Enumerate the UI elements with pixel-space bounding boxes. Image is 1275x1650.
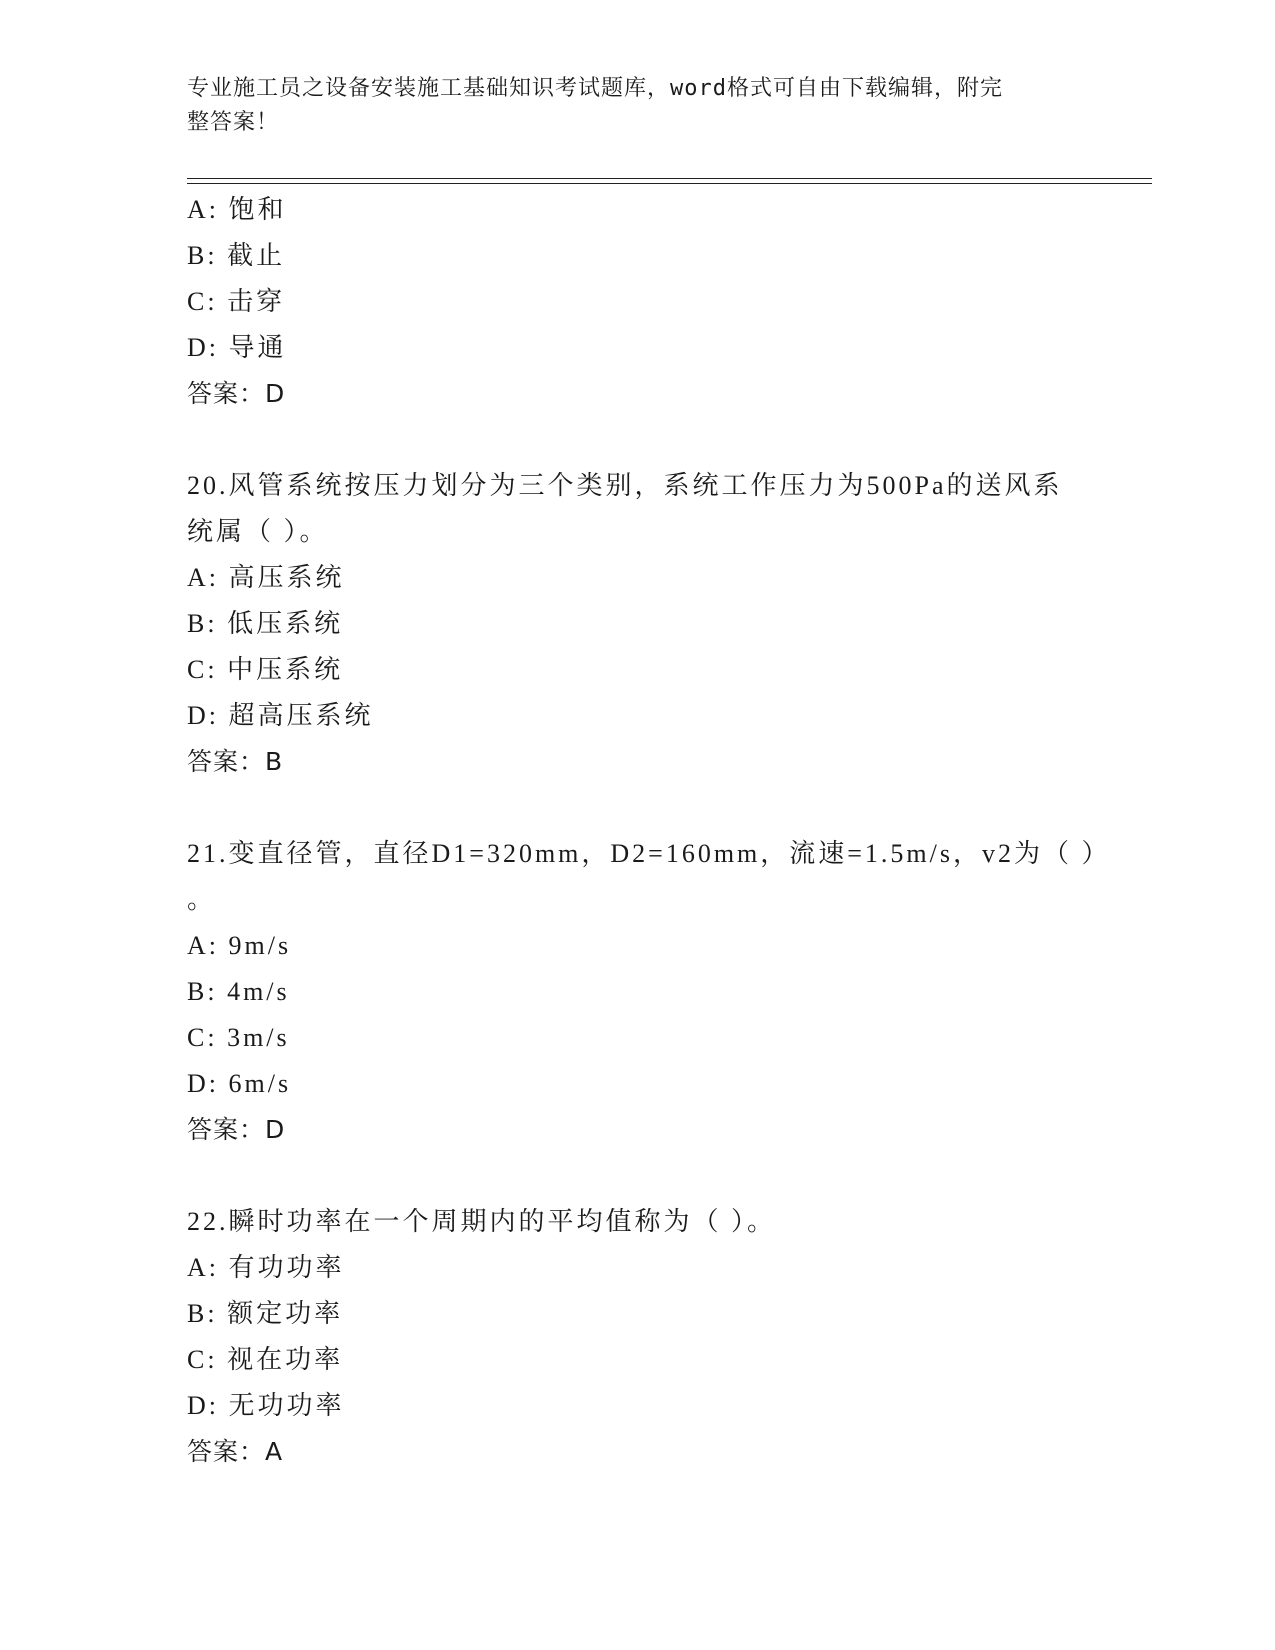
option-label: D:	[187, 1391, 219, 1420]
question-spacer	[187, 417, 1087, 463]
option-d	[187, 325, 1087, 371]
question-spacer	[187, 1153, 1087, 1199]
option-a	[187, 187, 1087, 233]
option-b	[187, 601, 1087, 647]
option-label: C:	[187, 287, 218, 316]
answer-line: 答案：D	[187, 1115, 286, 1144]
question-block	[187, 831, 1111, 1153]
option-label: B:	[187, 609, 218, 638]
option-text: 击穿	[227, 287, 286, 316]
option-text: 低压系统	[227, 609, 344, 638]
option-label: A:	[187, 563, 219, 592]
answer-line: 答案：B	[187, 747, 284, 776]
option-c	[187, 647, 1087, 693]
option-label: D:	[187, 1069, 219, 1098]
option-text: 额定功率	[227, 1299, 344, 1328]
answer-line: 答案：D	[187, 379, 286, 408]
option-text: 饱和	[228, 195, 287, 224]
option-d	[187, 693, 1087, 739]
option-label: B:	[187, 977, 218, 1006]
option-a	[187, 923, 1087, 969]
option-d	[187, 1383, 1087, 1429]
option-text: 导通	[228, 333, 287, 362]
option-text: 3m/s	[227, 1023, 290, 1052]
header-rule-top	[187, 178, 1152, 179]
option-text: 视在功率	[227, 1345, 344, 1374]
option-text: 截止	[227, 241, 286, 270]
option-label: D:	[187, 333, 219, 362]
question-list	[187, 187, 1111, 1475]
question-block	[187, 1199, 1087, 1475]
option-label: C:	[187, 1345, 218, 1374]
option-c	[187, 1337, 1087, 1383]
option-text: 中压系统	[227, 655, 344, 684]
header-line-1: 专业施工员之设备安装施工基础知识考试题库，word格式可自由下载编辑，附完	[187, 76, 1003, 101]
option-label: A:	[187, 931, 219, 960]
question-block	[187, 187, 1087, 417]
header-line-2: 整答案！	[187, 110, 280, 135]
option-a	[187, 1245, 1087, 1291]
option-label: B:	[187, 1299, 218, 1328]
question-stem-line: 21.变直径管，直径D1=320mm，D2=160mm，流速=1.5m/s，v2为（ ）	[187, 839, 1111, 868]
question-stem	[187, 1199, 1087, 1245]
option-text: 有功功率	[228, 1253, 345, 1282]
option-text: 4m/s	[227, 977, 290, 1006]
option-b	[187, 233, 1087, 279]
answer-line: 答案：A	[187, 1437, 284, 1466]
option-label: C:	[187, 1023, 218, 1052]
option-label: A:	[187, 1253, 219, 1282]
option-b	[187, 969, 1087, 1015]
option-text: 9m/s	[228, 931, 292, 960]
option-text: 高压系统	[228, 563, 345, 592]
option-c	[187, 1015, 1087, 1061]
option-label: A:	[187, 195, 219, 224]
document-header	[187, 72, 1087, 140]
option-d	[187, 1061, 1087, 1107]
option-label: B:	[187, 241, 218, 270]
question-block	[187, 463, 1087, 785]
question-stem	[187, 831, 1111, 923]
option-text: 6m/s	[228, 1069, 292, 1098]
question-stem-line: 统属（ ）。	[187, 517, 329, 546]
question-stem-line: 。	[187, 885, 217, 914]
option-label: C:	[187, 655, 218, 684]
header-rule-bottom	[187, 183, 1152, 184]
option-c	[187, 279, 1087, 325]
option-text: 超高压系统	[228, 701, 374, 730]
option-b	[187, 1291, 1087, 1337]
option-label: D:	[187, 701, 219, 730]
question-stem-line: 22.瞬时功率在一个周期内的平均值称为（ ）。	[187, 1207, 777, 1236]
option-a	[187, 555, 1087, 601]
question-spacer	[187, 785, 1087, 831]
option-text: 无功功率	[228, 1391, 345, 1420]
question-stem	[187, 463, 1087, 555]
question-stem-line: 20.风管系统按压力划分为三个类别，系统工作压力为500Pa的送风系	[187, 471, 1063, 500]
